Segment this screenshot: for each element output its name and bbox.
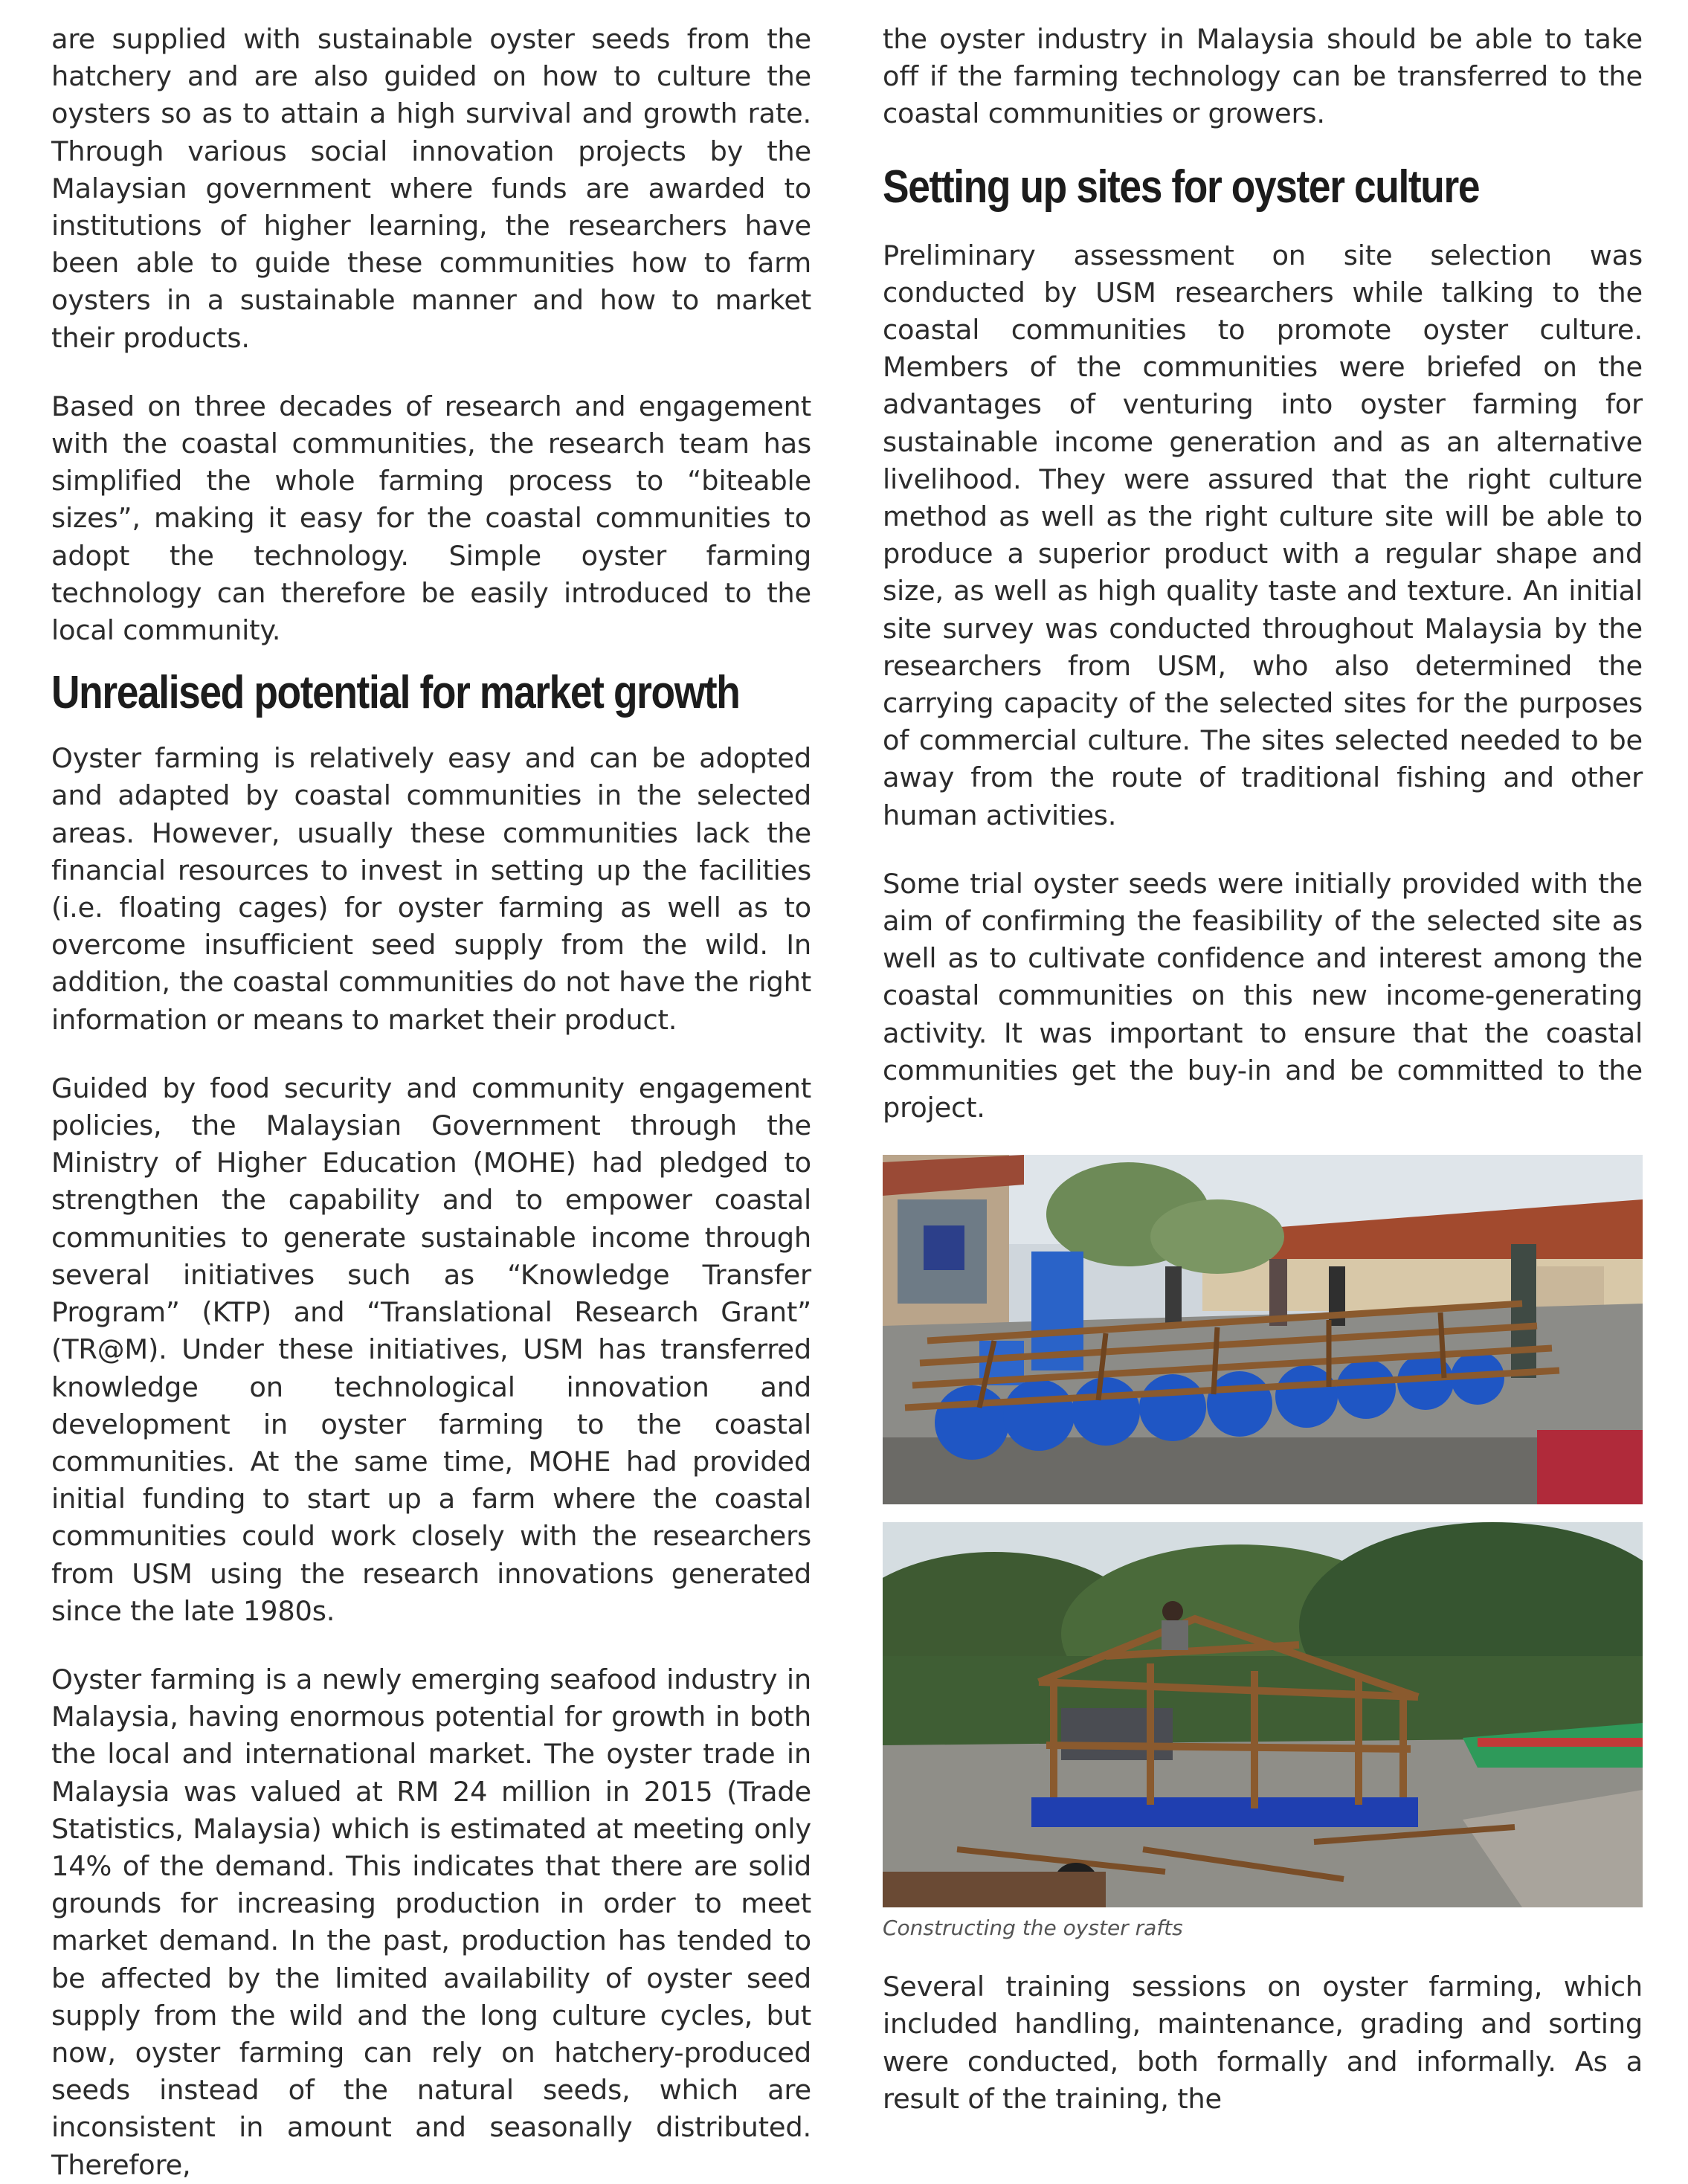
- paragraph: Some trial oyster seeds were initially provided with the aim of confirming the feasibility of the selected site as well as to cultivate confidence and interest among the coastal communities on this new income-generating activity. It was important to ensure that the coastal communities get the buy-in and be committed to the project.: [883, 867, 1643, 1124]
- photo-caption: Constructing the oyster rafts: [883, 1916, 1183, 1941]
- photo-raft-hut: [883, 1522, 1643, 1907]
- raft-barrels-image: [883, 1155, 1643, 1504]
- paragraph: Preliminary assessment on site selection was conducted by USM researchers while talking to the coastal communities to promote oyster culture. Members of the communities were briefed on the advantages of venturing into oyster farming for sustainable income generation and as an alternative livelihood. They were assured that the right culture method as well as the right culture site will be able to produce a superior product with a regular shape and size, as well as high quality taste and texture. An initial site survey was conducted throughout Malaysia by the researchers from USM, who also determined the carrying capacity of the selected sites for the purposes of commercial culture. The sites selected needed to be away from the route of traditional fishing and other human activities.: [883, 239, 1643, 831]
- left-column: [51, 21, 811, 2184]
- raft-hut-image: [883, 1522, 1643, 1907]
- section-heading: Unrealised potential for market growth: [51, 667, 740, 719]
- photo-raft-barrels: [883, 1155, 1643, 1504]
- paragraph: Several training sessions on oyster farming, which included handling, maintenance, grading and sorting were conducted, both formally and informally. As a result of the training, the: [883, 1971, 1643, 2115]
- paragraph: Oyster farming is a newly emerging seafood industry in Malaysia, having enormous potential for growth in both the local and international market. The oyster trade in Malaysia was valued at RM 24 million in 2015 (Trade Statistics, Malaysia) which is estimated at meeting only 14% of the demand. This indicates that there are solid grounds for increasing production in order to meet market demand. In the past, production has tended to be affected by the limited availability of oyster seed supply from the wild and the long culture cycles, but now, oyster farming can rely on hatchery-produced seeds instead of the natural seeds, which are inconsistent in amount and seasonally distributed. Therefore,: [51, 1663, 811, 2181]
- section-heading: Setting up sites for oyster culture: [883, 161, 1480, 213]
- paragraph: Based on three decades of research and engagement with the coastal communities, the research team has simplified the whole farming process to “biteable sizes”, making it easy for the coastal communities to adopt the technology. Simple oyster farming technology can therefore be easily introduced to the local community.: [51, 390, 811, 647]
- right-column: [883, 21, 1643, 2118]
- paragraph: Guided by food security and community engagement policies, the Malaysian Government through the Ministry of Higher Education (MOHE) had pledged to strengthen the capability and to empower coastal communities to generate sustainable income through several initiatives such as “Knowledge Transfer Program” (KTP) and “Translational Research Grant” (TR@M). Under these initiatives, USM has transferred knowledge on technological innovation and development in oyster farming to the coastal communities. At the same time, MOHE had provided initial funding to start up a farm where the coastal communities could work closely with the researchers from USM using the research innovations generated since the late 1980s.: [51, 1072, 811, 1627]
- paragraph: the oyster industry in Malaysia should be able to take off if the farming technology can be transferred to the coastal communities or growers.: [883, 23, 1643, 130]
- paragraph: Oyster farming is relatively easy and can be adopted and adapted by coastal communities in the selected areas. However, usually these communities lack the financial resources to invest in setting up the facilities (i.e. floating cages) for oyster farming as well as to overcome insufficient seed supply from the wild. In addition, the coastal communities do not have the right information or means to market their product.: [51, 742, 811, 1036]
- paragraph: are supplied with sustainable oyster seeds from the hatchery and are also guided on how to culture the oysters so as to attain a high survival and growth rate. Through various social innovation projects by the Malaysian government where funds are awarded to institutions of higher learning, the researchers have been able to guide these communities how to farm oysters in a sustainable manner and how to market their products.: [51, 23, 811, 354]
